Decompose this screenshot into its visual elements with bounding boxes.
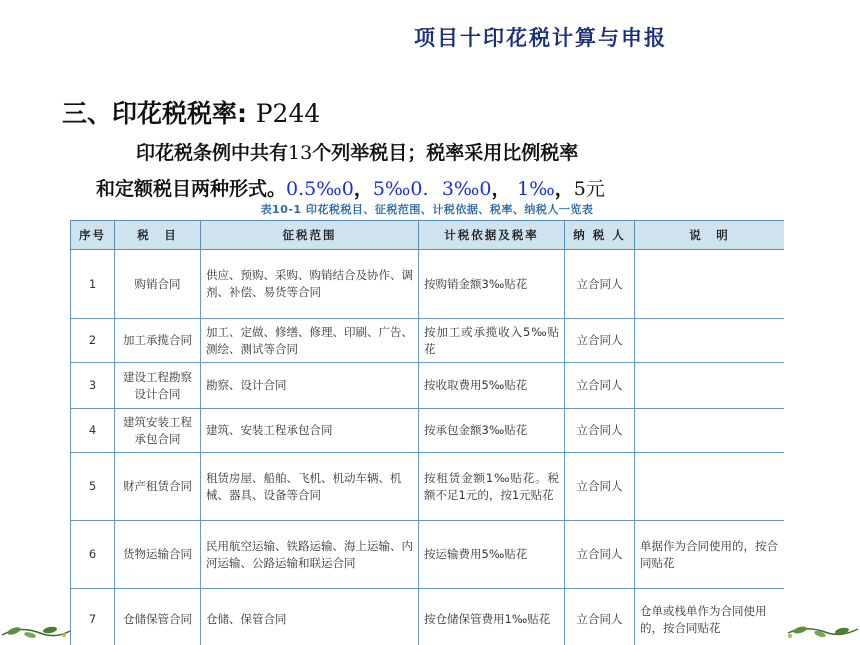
page-title: 项目十印花税计算与申报 [414, 26, 667, 50]
tax-scope: 仓储、保管合同 [201, 589, 419, 645]
rate-value: 5‰0. [372, 178, 429, 200]
row-number: 2 [71, 319, 115, 363]
tax-scope: 租赁房屋、船舶、飞机、机动车辆、机械、器具、设备等合同 [201, 453, 419, 521]
row-number: 4 [71, 409, 115, 453]
table-row [71, 319, 785, 363]
tax-item: 货物运输合同 [115, 521, 201, 589]
tax-item: 购销合同 [115, 250, 201, 319]
row-number: 7 [71, 589, 115, 645]
column-header: 计税依据及税率 [419, 221, 565, 250]
row-number: 1 [71, 250, 115, 319]
table-row [71, 589, 785, 645]
tax-scope: 勘察、设计合同 [201, 363, 419, 409]
note [635, 453, 785, 521]
tax-rate-table-figure [70, 200, 784, 645]
table-row [71, 363, 785, 409]
rate-value: 5元 [573, 178, 605, 200]
column-header: 纳 税 人 [565, 221, 635, 250]
tax-item: 加工承揽合同 [115, 319, 201, 363]
table-header-row [71, 221, 785, 250]
section-colon: : [237, 99, 256, 128]
tax-scope: 民用航空运输、铁路运输、海上运输、内河运输、公路运输和联运合同 [201, 521, 419, 589]
tax-item: 财产租赁合同 [115, 453, 201, 521]
note: 仓单或栈单作为合同使用的，按合同贴花 [635, 589, 785, 645]
table-row [71, 521, 785, 589]
leaf-decoration-icon [0, 615, 80, 645]
rate-value: 1‰ [517, 178, 555, 200]
tax-basis: 按购销金额3‰贴花 [419, 250, 565, 319]
leaf-decoration-icon [780, 615, 860, 645]
separator: ， [353, 178, 373, 200]
row-number: 5 [71, 453, 115, 521]
section-heading [62, 94, 320, 130]
column-header: 说 明 [635, 221, 785, 250]
tax-basis: 按运输费用5‰贴花 [419, 521, 565, 589]
note [635, 363, 785, 409]
table-row [71, 409, 785, 453]
taxpayer: 立合同人 [565, 521, 635, 589]
text-segment: 个列举税目；税率采用比例税率 [312, 142, 579, 164]
tax-item: 建设工程勘察设计合同 [115, 363, 201, 409]
note: 单据作为合同使用的，按合同贴花 [635, 521, 785, 589]
tax-scope: 加工、定做、修缮、修理、印刷、广告、测绘、测试等合同 [201, 319, 419, 363]
tax-basis: 按加工或承揽收入5‰贴花 [419, 319, 565, 363]
table-row [71, 453, 785, 521]
note [635, 319, 785, 363]
tax-basis: 按仓储保管费用1‰贴花 [419, 589, 565, 645]
item-count: 13 [288, 142, 313, 164]
taxpayer: 立合同人 [565, 250, 635, 319]
note [635, 409, 785, 453]
taxpayer: 立合同人 [565, 453, 635, 521]
tax-item: 仓储保管合同 [115, 589, 201, 645]
row-number: 3 [71, 363, 115, 409]
page-reference: P244 [255, 99, 321, 128]
taxpayer: 立合同人 [565, 409, 635, 453]
section-prefix: 三、印花税税率 [62, 99, 238, 128]
row-number: 6 [71, 521, 115, 589]
tax-scope: 供应、预购、采购、购销结合及协作、调剂、补偿、易货等合同 [201, 250, 419, 319]
taxpayer: 立合同人 [565, 363, 635, 409]
taxpayer: 立合同人 [565, 589, 635, 645]
tax-rate-table [70, 220, 784, 645]
tax-basis: 按租赁金额1‰贴花。税额不足1元的，按1元贴花 [419, 453, 565, 521]
rate-value: 0.5‰0 [286, 178, 354, 200]
note [635, 250, 785, 319]
paragraph-line-1 [136, 138, 578, 165]
column-header: 序号 [71, 221, 115, 250]
column-header: 征税范围 [201, 221, 419, 250]
column-header: 税 目 [115, 221, 201, 250]
separator: ， [491, 178, 511, 200]
separator: ， [554, 178, 574, 200]
taxpayer: 立合同人 [565, 319, 635, 363]
table-caption: 表10-1 印花税税目、征税范围、计税依据、税率、纳税人一览表 [260, 203, 594, 216]
text-segment: 印花税条例中共有 [136, 142, 289, 164]
tax-scope: 建筑、安装工程承包合同 [201, 409, 419, 453]
tax-item: 建筑安装工程承包合同 [115, 409, 201, 453]
tax-basis: 按收取费用5‰贴花 [419, 363, 565, 409]
rate-value: 3‰0 [441, 178, 492, 200]
table-row [71, 250, 785, 319]
paragraph-line-2 [96, 174, 605, 201]
tax-basis: 按承包金额3‰贴花 [419, 409, 565, 453]
separator [429, 178, 436, 200]
text-segment: 和定额税目两种形式。 [96, 178, 287, 200]
